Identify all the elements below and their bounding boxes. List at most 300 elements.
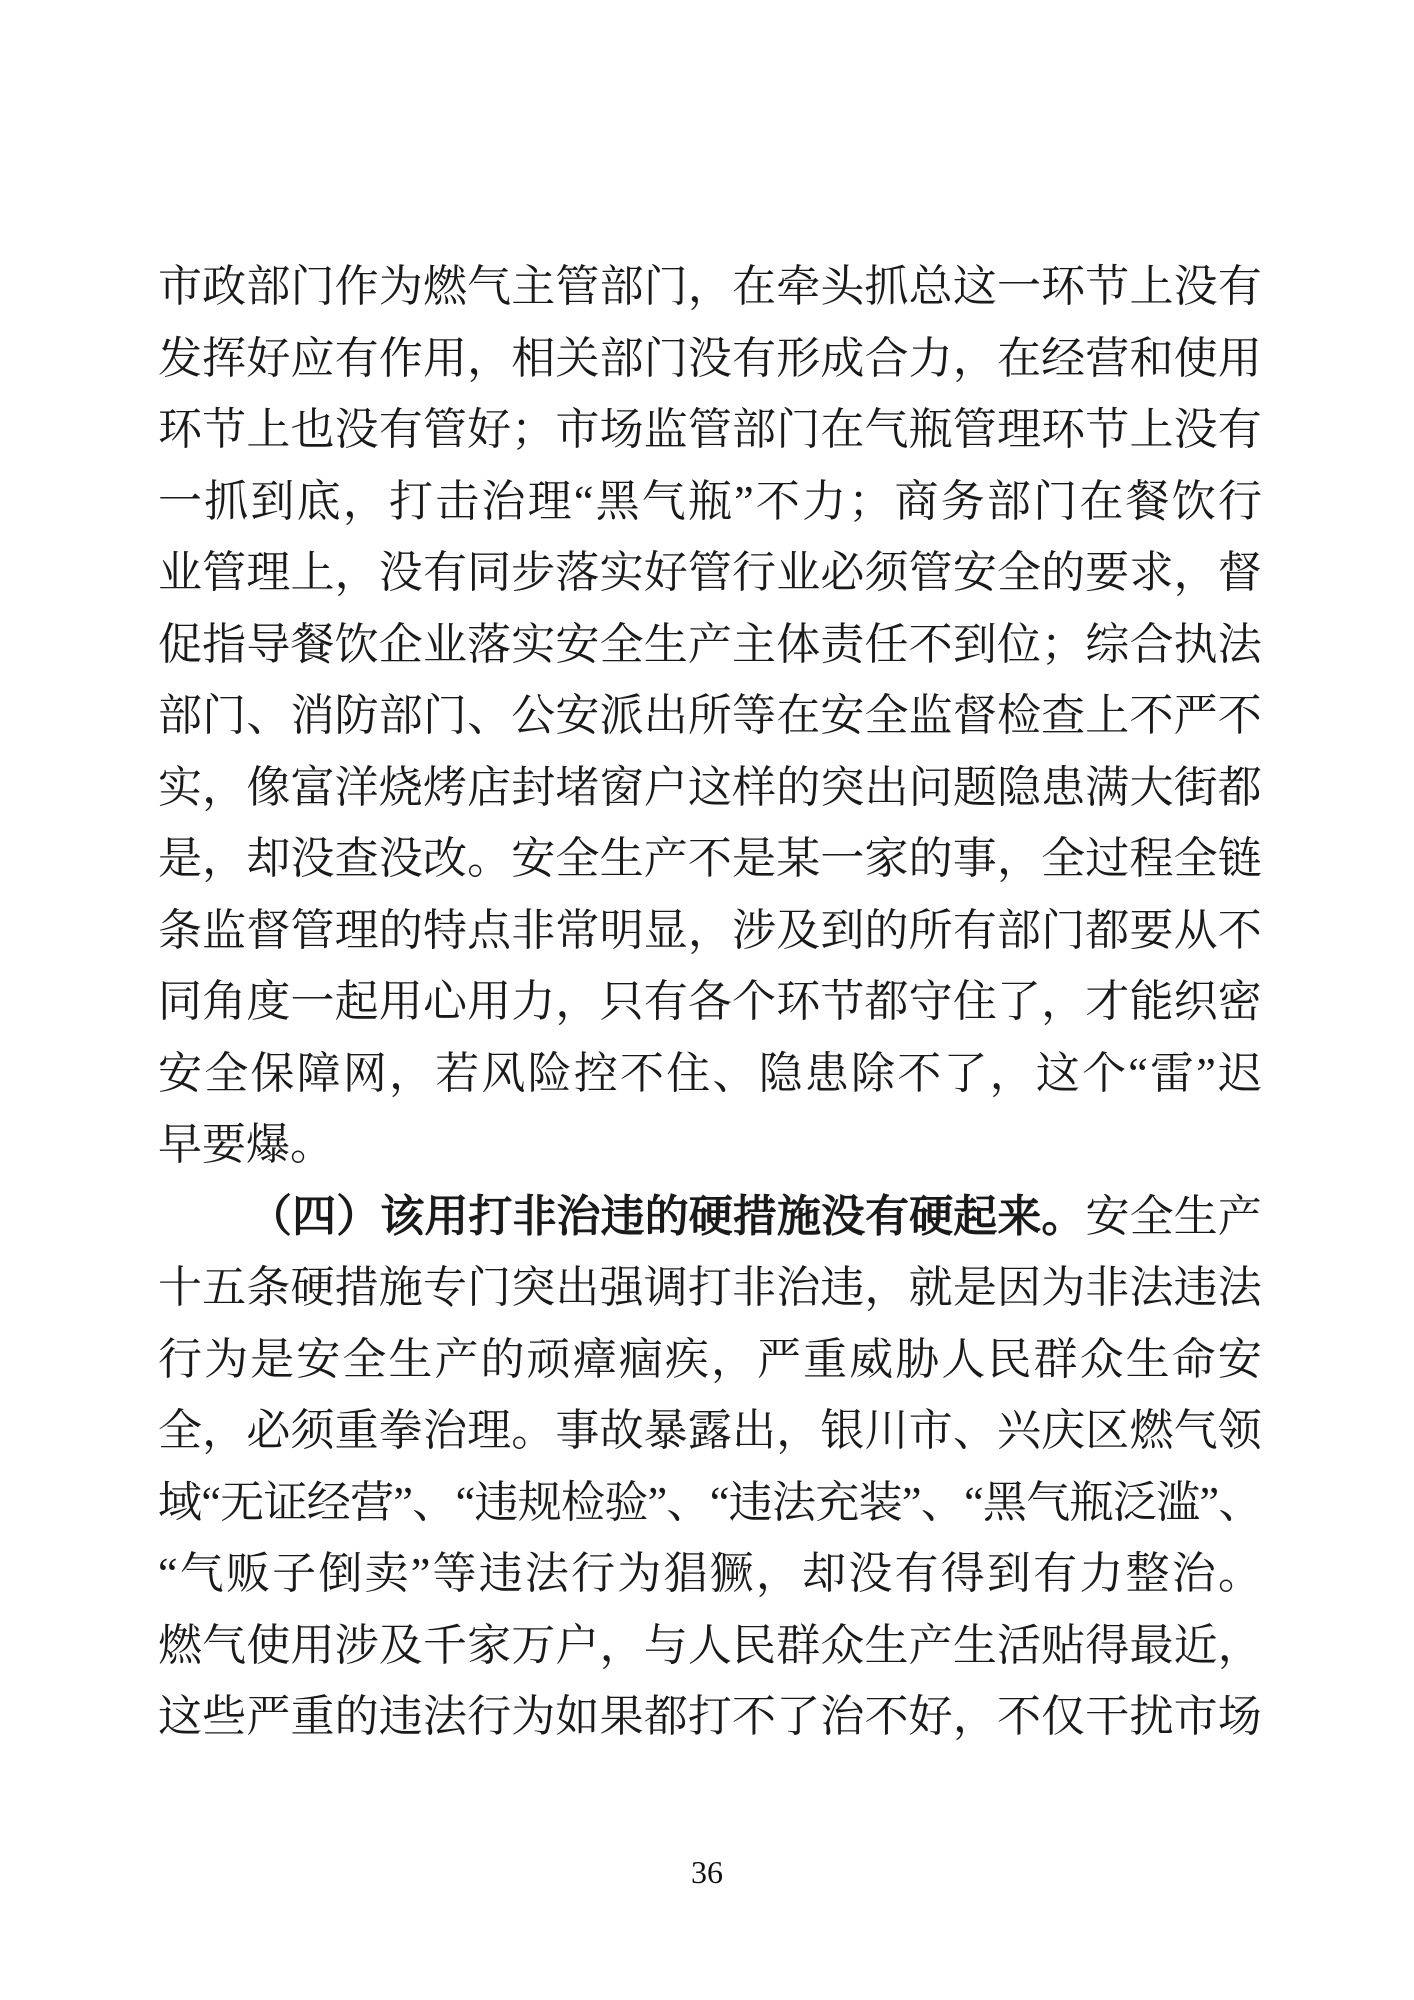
character: 须 bbox=[864, 548, 909, 597]
character: 店 bbox=[467, 762, 512, 812]
character: 部 bbox=[158, 691, 202, 740]
character: 全 bbox=[996, 548, 1041, 597]
character: 银 bbox=[820, 1406, 865, 1455]
character: 点 bbox=[467, 905, 512, 955]
text-line bbox=[158, 394, 1262, 466]
character: 为 bbox=[617, 1549, 662, 1598]
character: 度 bbox=[246, 977, 291, 1026]
character: 能 bbox=[1129, 977, 1174, 1026]
character: 用 bbox=[1217, 333, 1262, 383]
character: 织 bbox=[1173, 977, 1218, 1026]
character: 家 bbox=[467, 1620, 512, 1670]
character: 门 bbox=[643, 333, 688, 383]
character: 施 bbox=[378, 1263, 423, 1312]
character: 打 bbox=[389, 476, 434, 526]
character: 家 bbox=[864, 834, 909, 883]
character: 猖 bbox=[663, 1549, 708, 1598]
character: 某 bbox=[776, 834, 821, 883]
character: 住 bbox=[666, 1048, 711, 1098]
character: 扰 bbox=[1129, 1692, 1174, 1741]
character: 和 bbox=[1129, 333, 1174, 383]
character: 理 bbox=[334, 905, 379, 955]
character: 市 bbox=[1173, 1692, 1218, 1741]
character: ， bbox=[755, 1549, 800, 1598]
character: 燃 bbox=[422, 262, 467, 311]
character: 检 bbox=[561, 1477, 606, 1527]
character: 涉 bbox=[732, 905, 777, 955]
character: 全 bbox=[1173, 834, 1218, 883]
character: 措 bbox=[334, 1263, 379, 1312]
character: 场 bbox=[599, 405, 644, 454]
character: 瓶 bbox=[908, 405, 953, 454]
character: 作 bbox=[378, 333, 423, 383]
character: 理 bbox=[527, 476, 572, 526]
character: 生 bbox=[864, 1620, 909, 1670]
character: 明 bbox=[599, 905, 644, 955]
character: 却 bbox=[246, 834, 291, 883]
character: 违 bbox=[474, 1477, 519, 1527]
character: 在 bbox=[996, 333, 1041, 383]
character: 领 bbox=[1217, 1406, 1262, 1455]
character: 出 bbox=[643, 691, 688, 740]
bold-character: 用 bbox=[424, 1191, 469, 1241]
character: 法 bbox=[771, 1477, 816, 1527]
character: “ bbox=[455, 1477, 476, 1527]
bold-character: 非 bbox=[512, 1191, 557, 1241]
character: 控 bbox=[573, 1048, 618, 1098]
character: 市 bbox=[555, 405, 600, 454]
character: 没 bbox=[687, 333, 732, 383]
character: 不 bbox=[897, 1048, 942, 1098]
character: 不 bbox=[732, 1692, 777, 1741]
character: 任 bbox=[864, 619, 909, 669]
character: 严 bbox=[1173, 691, 1218, 740]
character: ， bbox=[467, 333, 512, 383]
character: 、 bbox=[666, 1477, 711, 1527]
character: 上 bbox=[290, 548, 335, 597]
character: 监 bbox=[643, 405, 688, 454]
character: 区 bbox=[1085, 1406, 1130, 1455]
character: 监 bbox=[908, 691, 953, 740]
character: 管 bbox=[687, 405, 732, 454]
character: 是 bbox=[158, 834, 202, 883]
character: 安 bbox=[1217, 1334, 1262, 1384]
character: 、 bbox=[1218, 1477, 1263, 1527]
text-line bbox=[158, 1181, 1262, 1253]
character: 、 bbox=[246, 691, 291, 740]
character: 在 bbox=[732, 262, 777, 311]
character: 产 bbox=[1217, 1191, 1262, 1241]
text-line bbox=[158, 1324, 1262, 1396]
character: 主 bbox=[511, 262, 556, 311]
character: 安 bbox=[555, 691, 600, 740]
character: “ bbox=[709, 1477, 730, 1527]
character: 瘴 bbox=[572, 1334, 617, 1384]
character: 大 bbox=[1129, 762, 1174, 812]
character: 门 bbox=[422, 691, 467, 740]
character: 管 bbox=[687, 548, 732, 597]
character: 全 bbox=[555, 834, 600, 883]
character: 治 bbox=[1171, 1549, 1216, 1598]
character: ， bbox=[1217, 1620, 1262, 1670]
character: 。 bbox=[290, 1120, 334, 1169]
character: 的 bbox=[776, 762, 821, 812]
character: 理 bbox=[467, 1406, 512, 1455]
character: 违 bbox=[728, 1477, 773, 1527]
character: 门 bbox=[1041, 905, 1086, 955]
character: 瓶 bbox=[687, 476, 732, 526]
character: 无 bbox=[220, 1477, 265, 1527]
character: 落 bbox=[467, 619, 512, 669]
character: “ bbox=[1128, 1048, 1148, 1098]
page-number: 36 bbox=[691, 1854, 723, 1890]
character: ， bbox=[996, 834, 1041, 883]
character: 公 bbox=[511, 691, 556, 740]
character: 众 bbox=[820, 1620, 865, 1670]
character: 出 bbox=[864, 762, 909, 812]
character: 有 bbox=[952, 905, 997, 955]
character: 门 bbox=[776, 405, 821, 454]
character: 气 bbox=[641, 476, 686, 526]
character: 安 bbox=[555, 619, 600, 669]
character: 角 bbox=[202, 977, 247, 1026]
character: 题 bbox=[952, 762, 997, 812]
character: 执 bbox=[1173, 619, 1218, 669]
character: 庆 bbox=[1041, 1406, 1086, 1455]
character: 好 bbox=[467, 405, 512, 454]
character: 五 bbox=[202, 1263, 247, 1312]
character: ， bbox=[389, 1048, 434, 1098]
character: 网 bbox=[342, 1048, 387, 1098]
character: 全 bbox=[864, 691, 909, 740]
character: 疾 bbox=[664, 1334, 709, 1384]
character: 求 bbox=[1129, 548, 1174, 597]
character: 挥 bbox=[202, 333, 247, 383]
character: 治 bbox=[422, 1406, 467, 1455]
character: 部 bbox=[599, 262, 644, 311]
text-line bbox=[158, 1610, 1262, 1682]
character: ； bbox=[511, 405, 556, 454]
character: 餐 bbox=[290, 619, 335, 669]
character: 使 bbox=[1173, 333, 1218, 383]
character: 证 bbox=[263, 1477, 308, 1527]
character: ， bbox=[952, 333, 997, 383]
character: 力 bbox=[908, 333, 953, 383]
character: 瓶 bbox=[1069, 1477, 1114, 1527]
character: 消 bbox=[290, 691, 335, 740]
character: 到 bbox=[952, 619, 997, 669]
character: 全 bbox=[1129, 1191, 1174, 1241]
character: 人 bbox=[687, 1620, 732, 1670]
character: 滥 bbox=[1156, 1477, 1201, 1527]
character: 环 bbox=[1041, 405, 1086, 454]
character: 问 bbox=[908, 762, 953, 812]
character: 烤 bbox=[422, 762, 467, 812]
character: 不 bbox=[620, 1048, 665, 1098]
character: 上 bbox=[246, 405, 291, 454]
character: 川 bbox=[864, 1406, 909, 1455]
character: 气 bbox=[202, 1620, 247, 1670]
character: 同 bbox=[467, 548, 512, 597]
character: 好 bbox=[908, 1692, 953, 1741]
character: 实 bbox=[599, 548, 644, 597]
bold-character: 打 bbox=[468, 1191, 513, 1241]
character: 查 bbox=[334, 834, 379, 883]
character: 险 bbox=[527, 1048, 572, 1098]
character: 不 bbox=[996, 1692, 1041, 1741]
character: 气 bbox=[864, 405, 909, 454]
character: ， bbox=[989, 1048, 1034, 1098]
character: 非 bbox=[511, 905, 556, 955]
character: 行 bbox=[571, 1549, 616, 1598]
character: 命 bbox=[1171, 1334, 1216, 1384]
character: 有 bbox=[422, 548, 467, 597]
character: 得 bbox=[940, 1549, 985, 1598]
character: 用 bbox=[467, 977, 512, 1026]
character: 安 bbox=[952, 548, 997, 597]
character: 作 bbox=[334, 262, 379, 311]
character: 生 bbox=[1173, 1191, 1218, 1241]
character: 的 bbox=[1041, 548, 1086, 597]
character: 却 bbox=[802, 1549, 847, 1598]
character: ， bbox=[599, 1620, 644, 1670]
character: 到 bbox=[820, 905, 865, 955]
character: 力 bbox=[802, 476, 847, 526]
character: 等 bbox=[732, 691, 777, 740]
character: 行 bbox=[467, 1692, 512, 1741]
character: 行 bbox=[1217, 476, 1262, 526]
character: 应 bbox=[290, 333, 335, 383]
character: “ bbox=[573, 476, 594, 526]
character: 出 bbox=[555, 1263, 600, 1312]
character: 形 bbox=[776, 333, 821, 383]
character: 十 bbox=[158, 1263, 202, 1312]
character: 门 bbox=[643, 262, 688, 311]
character: 链 bbox=[1217, 834, 1262, 883]
character: 理 bbox=[246, 548, 291, 597]
character: 合 bbox=[864, 333, 909, 383]
character: 法 bbox=[1129, 1263, 1174, 1312]
character: 打 bbox=[687, 1263, 732, 1312]
character: 关 bbox=[555, 333, 600, 383]
character: 好 bbox=[246, 333, 291, 383]
character: 强 bbox=[599, 1263, 644, 1312]
character: 如 bbox=[555, 1692, 600, 1741]
character: 常 bbox=[555, 905, 600, 955]
bold-character: ） bbox=[336, 1191, 381, 1241]
character: 市 bbox=[908, 1406, 953, 1455]
character: 督 bbox=[952, 691, 997, 740]
character: 除 bbox=[851, 1048, 896, 1098]
character: 业 bbox=[776, 548, 821, 597]
character: 规 bbox=[517, 1477, 562, 1527]
character: 些 bbox=[202, 1692, 247, 1741]
character: 门 bbox=[467, 1263, 512, 1312]
character: 违 bbox=[378, 1692, 423, 1741]
character: 不 bbox=[908, 619, 953, 669]
character: 有 bbox=[643, 977, 688, 1026]
character: 獗 bbox=[709, 1549, 754, 1598]
character: 不 bbox=[1129, 691, 1174, 740]
character: ； bbox=[1041, 619, 1086, 669]
character: 为 bbox=[1041, 1263, 1086, 1312]
character: 管 bbox=[952, 405, 997, 454]
character: 户 bbox=[555, 1620, 600, 1670]
character: 万 bbox=[511, 1620, 556, 1670]
character: 雷 bbox=[1150, 1048, 1194, 1098]
text-line bbox=[158, 1395, 1262, 1467]
character: 验 bbox=[604, 1477, 649, 1527]
character: 上 bbox=[1129, 405, 1174, 454]
character: 安 bbox=[1085, 1191, 1130, 1241]
character: 域 bbox=[158, 1477, 202, 1527]
character: ” bbox=[734, 476, 754, 526]
character: 卖 bbox=[364, 1549, 409, 1598]
character: 安 bbox=[296, 1334, 341, 1384]
character: ， bbox=[1041, 977, 1086, 1026]
text-line bbox=[158, 895, 1262, 967]
character: 一 bbox=[158, 476, 202, 526]
character: 这 bbox=[952, 262, 997, 311]
character: 抓 bbox=[864, 262, 909, 311]
character: 业 bbox=[158, 548, 202, 597]
character: 过 bbox=[1085, 834, 1130, 883]
character: 管 bbox=[202, 548, 247, 597]
character: 重 bbox=[290, 1692, 335, 1741]
character: 到 bbox=[250, 476, 295, 526]
character: 生 bbox=[643, 619, 688, 669]
character: 抓 bbox=[204, 476, 249, 526]
character: 烧 bbox=[378, 762, 423, 812]
character: ， bbox=[202, 762, 247, 812]
character: 富 bbox=[290, 762, 335, 812]
character: 只 bbox=[599, 977, 644, 1026]
character: 上 bbox=[1129, 262, 1174, 311]
character: 贴 bbox=[1041, 1620, 1086, 1670]
character: 户 bbox=[643, 762, 688, 812]
character: 因 bbox=[996, 1263, 1041, 1312]
character: 心 bbox=[422, 977, 467, 1026]
character: 泛 bbox=[1112, 1477, 1157, 1527]
character: 法 bbox=[524, 1549, 569, 1598]
character: 障 bbox=[296, 1048, 341, 1098]
character: 。 bbox=[467, 834, 512, 883]
character: 生 bbox=[952, 1620, 997, 1670]
character: 了 bbox=[776, 1692, 821, 1741]
text-block bbox=[158, 251, 1262, 1753]
character: 底 bbox=[296, 476, 341, 526]
character: 就 bbox=[908, 1263, 953, 1312]
character: 封 bbox=[511, 762, 556, 812]
character: 生 bbox=[599, 834, 644, 883]
character: 节 bbox=[820, 977, 865, 1026]
character: ， bbox=[1173, 548, 1218, 597]
character: 击 bbox=[435, 476, 480, 526]
bold-character: 有 bbox=[865, 1191, 910, 1241]
character: ， bbox=[864, 1263, 909, 1312]
character: 经 bbox=[306, 1477, 351, 1527]
character: 气 bbox=[1026, 1477, 1071, 1527]
character: 综 bbox=[1085, 619, 1130, 669]
bold-character: 的 bbox=[644, 1191, 689, 1241]
character: 管 bbox=[908, 548, 953, 597]
character: 门 bbox=[202, 691, 247, 740]
character: 都 bbox=[864, 977, 909, 1026]
bold-character: 治 bbox=[556, 1191, 601, 1241]
character: 节 bbox=[202, 405, 247, 454]
text-line bbox=[158, 1467, 1262, 1539]
character: 都 bbox=[1085, 905, 1130, 955]
text-line bbox=[158, 1252, 1262, 1324]
bold-character: 来 bbox=[997, 1191, 1042, 1241]
character: 一 bbox=[290, 977, 335, 1026]
bold-character: 施 bbox=[776, 1191, 821, 1241]
character: 倒 bbox=[318, 1549, 363, 1598]
character: 守 bbox=[908, 977, 953, 1026]
character: 饮 bbox=[334, 619, 379, 669]
character: ， bbox=[710, 1334, 755, 1384]
character: 与 bbox=[643, 1620, 688, 1670]
character: 专 bbox=[422, 1263, 467, 1312]
character: 子 bbox=[272, 1549, 317, 1598]
bold-character: 起 bbox=[953, 1191, 998, 1241]
character: 改 bbox=[422, 834, 467, 883]
character: 没 bbox=[1173, 405, 1218, 454]
character: 近 bbox=[1173, 1620, 1218, 1670]
character: 部 bbox=[378, 691, 423, 740]
character: ” bbox=[1199, 1477, 1219, 1527]
character: 保 bbox=[250, 1048, 295, 1098]
text-line bbox=[158, 1038, 1262, 1110]
character: 营 bbox=[350, 1477, 395, 1527]
character: “ bbox=[158, 1549, 178, 1598]
character: 露 bbox=[687, 1406, 732, 1455]
character: 、 bbox=[712, 1048, 757, 1098]
character: 用 bbox=[290, 1620, 335, 1670]
character: 。 bbox=[511, 1406, 556, 1455]
character: 治 bbox=[820, 1692, 865, 1741]
bold-character: 该 bbox=[380, 1191, 425, 1241]
character: 市 bbox=[158, 262, 202, 311]
character: 安 bbox=[511, 834, 556, 883]
character: 整 bbox=[1125, 1549, 1170, 1598]
character: 痼 bbox=[618, 1334, 663, 1384]
character: 、 bbox=[920, 1477, 965, 1527]
character: 实 bbox=[158, 762, 202, 812]
text-line bbox=[158, 1681, 1262, 1753]
character: 部 bbox=[599, 333, 644, 383]
character: 到 bbox=[986, 1549, 1031, 1598]
character: 突 bbox=[511, 1263, 556, 1312]
character: 指 bbox=[202, 619, 247, 669]
text-line bbox=[158, 966, 1262, 1038]
character: 发 bbox=[158, 333, 202, 383]
character: 众 bbox=[1079, 1334, 1124, 1384]
character: 所 bbox=[687, 691, 732, 740]
character: 督 bbox=[246, 905, 291, 955]
character: 的 bbox=[480, 1334, 525, 1384]
character: 不 bbox=[687, 834, 732, 883]
character: 总 bbox=[908, 262, 953, 311]
character: 责 bbox=[820, 619, 865, 669]
character: 打 bbox=[687, 1692, 732, 1741]
character: 的 bbox=[908, 834, 953, 883]
character: 气 bbox=[179, 1549, 224, 1598]
character: 部 bbox=[246, 262, 291, 311]
text-line bbox=[158, 823, 1262, 895]
character: 主 bbox=[732, 619, 777, 669]
character: 没 bbox=[290, 834, 335, 883]
